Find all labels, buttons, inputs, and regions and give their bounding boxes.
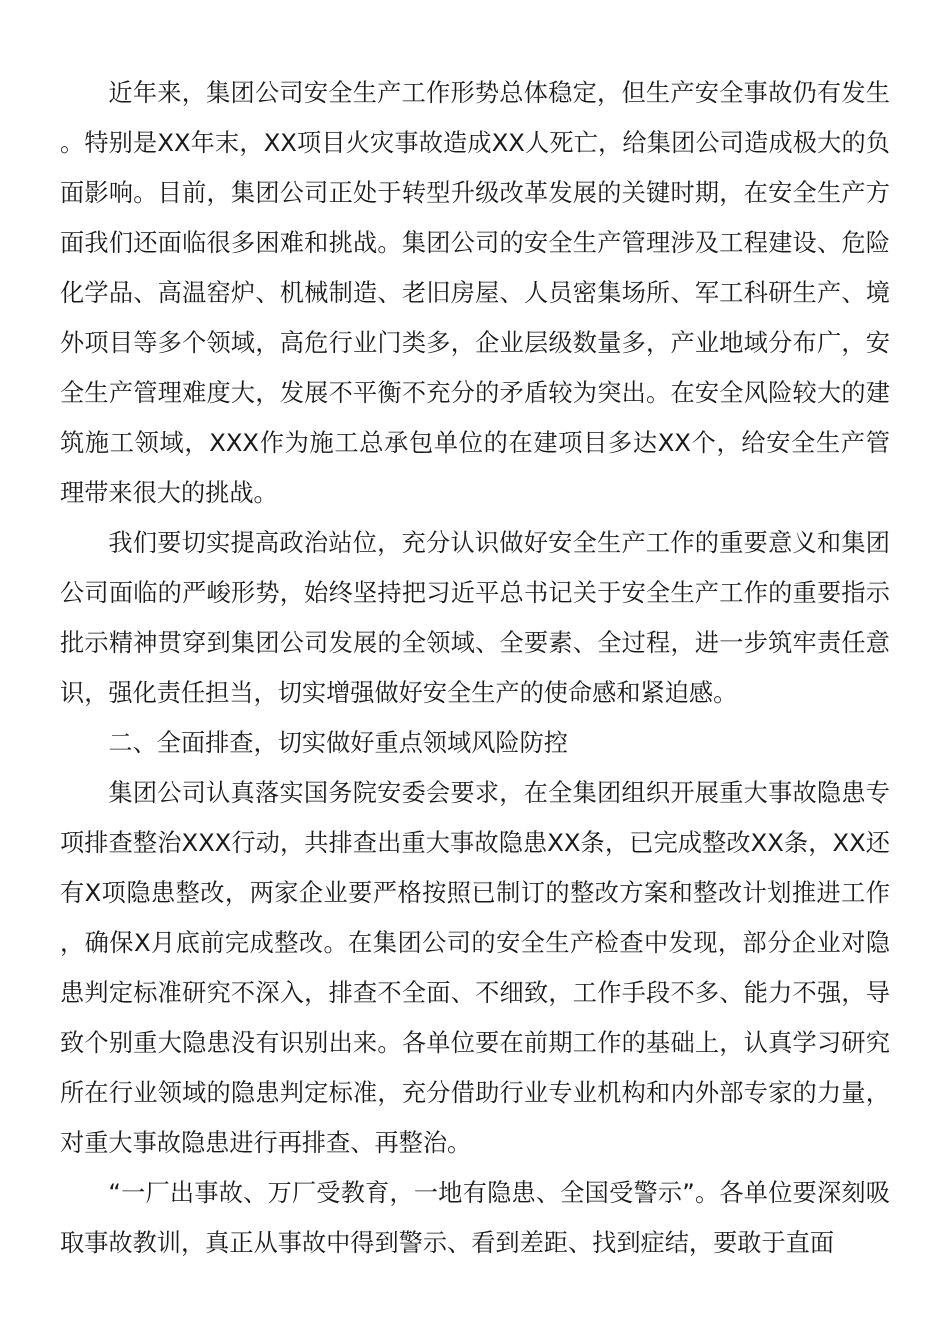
paragraph-hazard-inspection: 集团公司认真落实国务院安委会要求，在全集团组织开展重大事故隐患专项排查整治XXX行动，共排查出重大事故隐患XX条，已完成整改XX条，XX还有X项隐患整改，两家企业要严格按照已制订的整改方案和整改计划推进工作，确保X月底前完成整改。在集团公司的安全生产检查中发现，部分企业对隐患判定标准研究不深入，排查不全面、不细致，工作手段不多、能力不强，导致个别重大隐患没有识别出来。各单位要在前期工作的基础上，认真学习研究所在行业领域的隐患判定标准，充分借助行业专业机构和内外部专家的力量，对重大事故隐患进行再排查、再整治。 — [60, 779, 890, 1157]
section-heading: 二、全面排查，切实做好重点领域风险防控 — [108, 729, 568, 757]
paragraph-situation: 近年来，集团公司安全生产工作形势总体稳定，但生产安全事故仍有发生。特别是XX年末，XX项目火灾事故造成XX人死亡，给集团公司造成极大的负面影响。目前，集团公司正处于转型升级改革发展的关键时期，在安全生产方面我们还面临很多困难和挑战。集团公司的安全生产管理涉及工程建设、危险化学品、高温窑炉、机械制造、老旧房屋、人员密集场所、军工科研生产、境外项目等多个领域，高危行业门类多，企业层级数量多，产业地域分布广，安全生产管理难度大，发展不平衡不充分的矛盾较为突出。在安全风险较大的建筑施工领域，XXX作为施工总承包单位的在建项目多达XX个，给安全生产管理带来很大的挑战。 — [60, 79, 890, 507]
document-page — [60, 68, 890, 1268]
paragraph-political-stance: 我们要切实提高政治站位，充分认识做好安全生产工作的重要意义和集团公司面临的严峻形势，始终坚持把习近平总书记关于安全生产工作的重要指示批示精神贯穿到集团公司发展的全领域、全要素、全过程，进一步筑牢责任意识，强化责任担当，切实增强做好安全生产的使命感和紧迫感。 — [60, 529, 890, 707]
paragraph-lessons: “一厂出事故、万厂受教育，一地有隐患、全国受警示”。各单位要深刻吸取事故教训，真正从事故中得到警示、看到差距、找到症结，要敢于直面 — [60, 1179, 890, 1257]
